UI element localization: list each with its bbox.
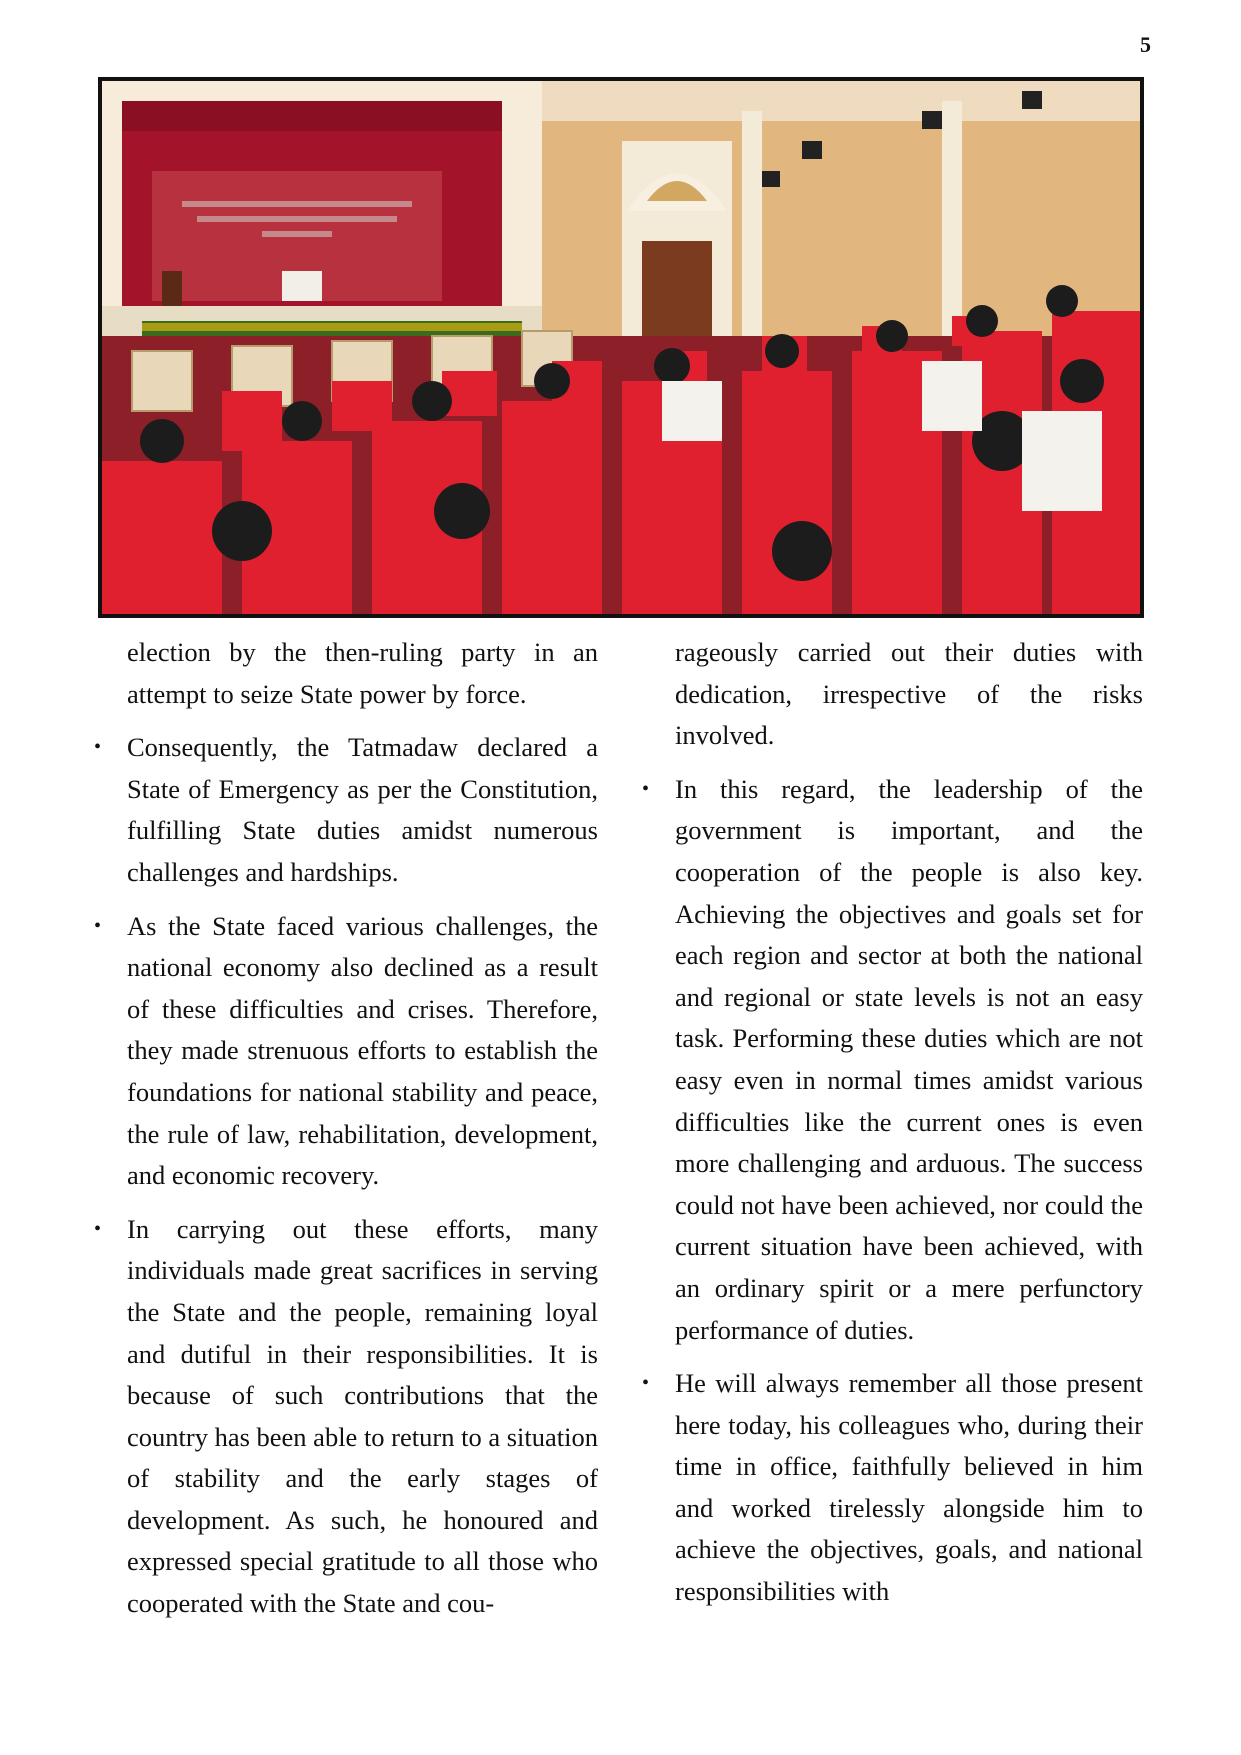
bullet-icon: • bbox=[642, 1372, 650, 1395]
bullet-item bbox=[640, 1363, 1143, 1613]
bullet-text: In carrying out these efforts, many individuals made great sacrifices in serving the State and the people, remaining loyal and dutiful in their responsibilities. It is because of such contributions that the country has been able to return to a situation of stability and the early stages of development. As such, he honoured and expressed special gratitude to all those who cooperated with the State and cou- bbox=[127, 1213, 598, 1619]
right-column bbox=[640, 632, 1143, 1625]
bullet-icon: • bbox=[94, 736, 102, 759]
left-column bbox=[92, 632, 598, 1637]
paragraph-continuation bbox=[640, 632, 1143, 757]
paragraph-text: rageously carried out their duties with dedication, irrespective of the risks involved. bbox=[675, 637, 1143, 751]
bullet-item bbox=[92, 906, 598, 1197]
bullet-icon: • bbox=[94, 1217, 102, 1240]
bullet-text: Consequently, the Tatmadaw declared a State of Emergency as per the Constitution, fulfilling State duties amidst numerous challenges and hardships. bbox=[127, 732, 598, 887]
bullet-icon: • bbox=[642, 777, 650, 800]
bullet-text: In this regard, the leadership of the government is important, and the cooperation of the people is also key. Achieving the objectives and goals set for each region and sector at both the national and regional or state levels is not an easy task. Performing these duties which are not easy even in normal times amidst various difficulties like the current ones is even more challenging and arduous. The success could not have been achieved, nor could the current situation have been achieved, with an ordinary spirit or a mere perfunctory performance of duties. bbox=[675, 773, 1143, 1345]
paragraph-continuation bbox=[92, 632, 598, 715]
auditorium-photo bbox=[98, 77, 1144, 618]
bullet-text: As the State faced various challenges, the national economy also declined as a result of these difficulties and crises. Therefore, they made strenuous efforts to establish the foundations for national stability and peace, the rule of law, rehabilitation, development, and economic recovery. bbox=[127, 910, 598, 1191]
bullet-icon: • bbox=[94, 914, 102, 937]
bullet-text: He will always remember all those present here today, his colleagues who, during their time in office, faithfully believed in him and worked tirelessly alongside him to achieve the objectives, goals, and national responsibilities with bbox=[675, 1368, 1143, 1607]
bullet-item bbox=[640, 769, 1143, 1351]
bullet-item bbox=[92, 727, 598, 893]
bullet-item bbox=[92, 1209, 598, 1625]
page-number: 5 bbox=[1140, 32, 1151, 57]
auditorium-image bbox=[102, 81, 1140, 614]
paragraph-text: election by the then-ruling party in an attempt to seize State power by force. bbox=[127, 637, 598, 709]
